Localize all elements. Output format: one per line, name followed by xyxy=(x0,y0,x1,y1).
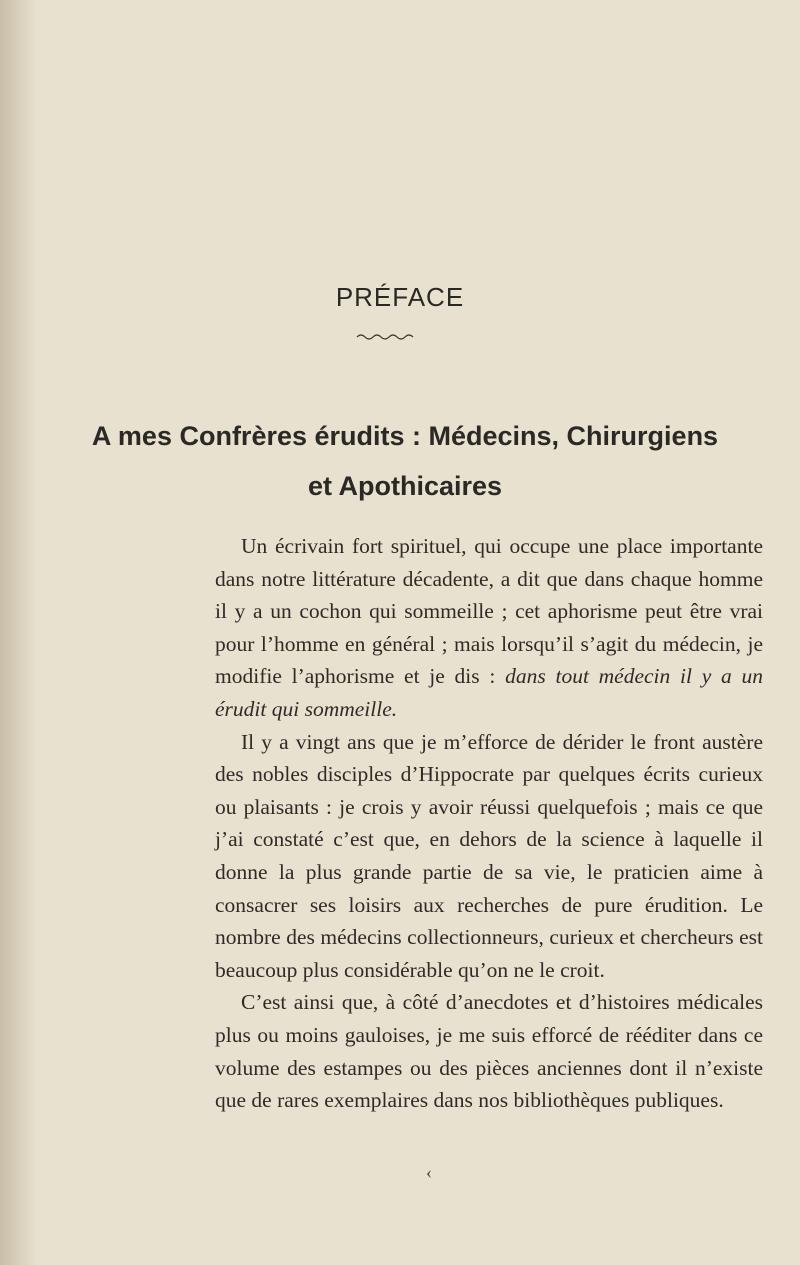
paragraph-2: Il y a vingt ans que je m’efforce de dérider le front austère des nobles disciples d’Hippocrate par quelques écrits curieux ou plaisants : je crois y avoir réussi quelquefois ; mais ce que j’ai constaté c’est que, en dehors de la science à laquelle il donne la plus grande partie de sa vie, le praticien aime à consacrer ses loisirs aux recherches de pure érudition. Le nombre des médecins collectionneurs, curieux et chercheurs est beaucoup plus considérable qu’on ne le croit. xyxy=(215,729,763,982)
wavy-ornament-icon xyxy=(355,332,415,342)
paragraph-1-text: Un écrivain fort spirituel, qui occupe une place importante dans notre littérature décadente, a dit que dans chaque homme il y a un cochon qui sommeille ; cet aphorisme peut être vrai pour l’homme en général ; mais lorsqu’il s’agit du médecin, je modifie l’aphorisme et je dis : xyxy=(215,534,763,689)
preface-body xyxy=(215,530,763,1117)
dedication-line-1: A mes Confrères érudits : Médecins, Chirurgiens xyxy=(91,421,719,451)
paragraph-1-italic: dans tout médecin il y a un érudit qui sommeille. xyxy=(215,664,763,721)
printer-mark: ‹ xyxy=(426,1162,432,1182)
paragraph-1 xyxy=(215,530,763,726)
dedication-line-2: et Apothicaires xyxy=(307,471,503,501)
page-heading: PRÉFACE xyxy=(335,282,465,312)
paragraph-3: C’est ainsi que, à côté d’anecdotes et d’histoires médicales plus ou moins gauloises, je me suis efforcé de rééditer dans ce volume des estampes ou des pièces anciennes dont il n’existe que de rares exemplaires dans nos bibliothèques publiques. xyxy=(215,990,763,1113)
